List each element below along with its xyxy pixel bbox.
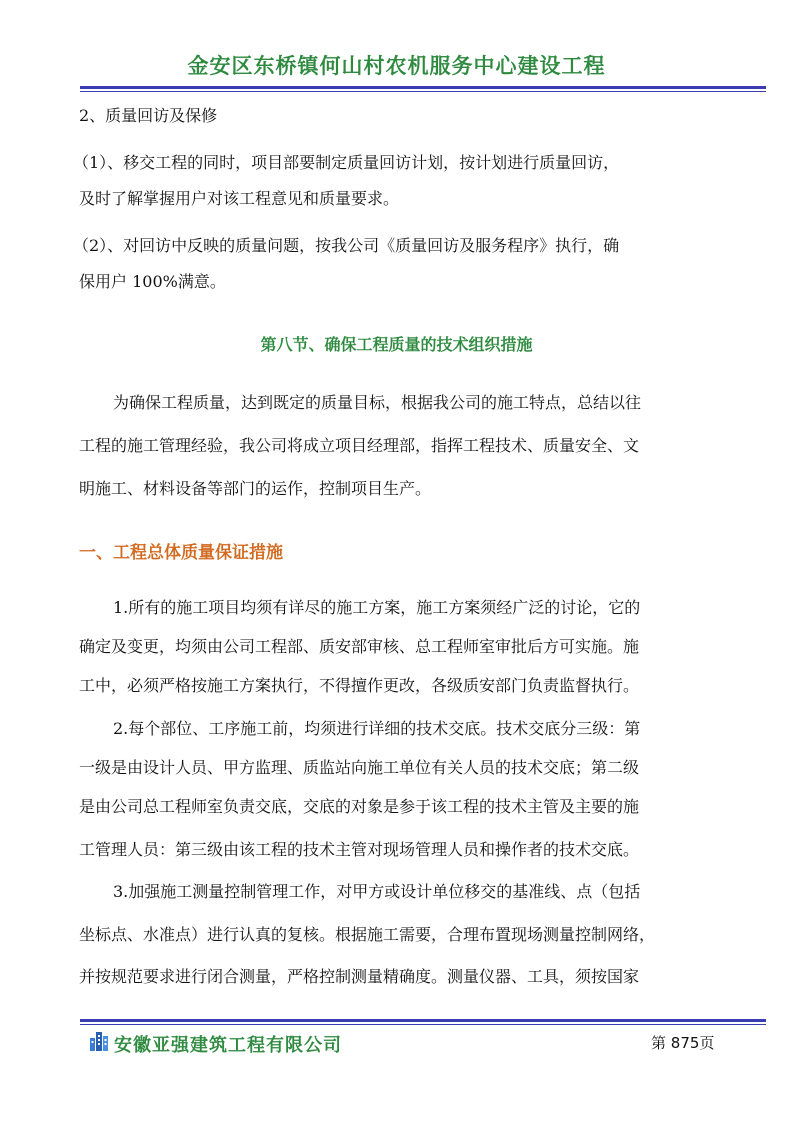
page-prefix: 第 (651, 1034, 667, 1052)
section-one-p1-line1: 1.所有的施工项目均须有详尽的施工方案，施工方案须经广泛的讨论，它的 (113, 598, 641, 617)
section-one-p1-line3: 工中，必须严格按施工方案执行，不得擅作更改，各级质安部门负责监督执行。 (79, 676, 640, 695)
footer-page-number (651, 1032, 714, 1053)
footer-rule-thin (80, 1024, 766, 1025)
section-one-p2-line1: 2.每个部位、工序施工前，均须进行详细的技术交底。技术交底分三级：第 (113, 719, 641, 738)
section-one-p1-line2: 确定及变更，均须由公司工程部、质安部审核、总工程师室审批后方可实施。施 (79, 637, 640, 656)
quality-visit-heading: 2、质量回访及保修 (79, 106, 218, 125)
section-eight-intro-line3: 明施工、材料设备等部门的运作，控制项目生产。 (79, 479, 432, 498)
section-one-p3-line2: 坐标点、水准点）进行认真的复核。根据施工需要，合理布置现场测量控制网络， (79, 925, 656, 944)
quality-visit-item2-line2: 保用户 100%满意。 (79, 272, 226, 291)
footer-company-name: 安徽亚强建筑工程有限公司 (114, 1035, 342, 1056)
section-one-p2-line3: 是由公司总工程师室负责交底，交底的对象是参于该工程的技术主管及主要的施 (79, 797, 640, 816)
quality-visit-item2-line1: （2）、对回访中反映的质量问题，按我公司《质量回访及服务程序》执行，确 (73, 236, 620, 255)
section-eight-intro-line1: 为确保工程质量，达到既定的质量目标，根据我公司的施工特点，总结以往 (113, 393, 642, 412)
section-eight-title: 第八节、确保工程质量的技术组织措施 (260, 335, 533, 354)
section-one-heading: 一、工程总体质量保证措施 (79, 543, 283, 563)
quality-visit-item1-line1: （1）、移交工程的同时，项目部要制定质量回访计划，按计划进行质量回访， (73, 153, 620, 172)
section-one-p3-line3: 并按规范要求进行闭合测量，严格控制测量精确度。测量仪器、工具，须按国家 (79, 967, 640, 986)
page-number-value: 875 (670, 1034, 700, 1052)
page-suffix: 页 (699, 1034, 715, 1052)
quality-visit-item1-line2: 及时了解掌握用户对该工程意见和质量要求。 (79, 189, 400, 208)
page-header-title: 金安区东桥镇何山村农机服务中心建设工程 (187, 53, 606, 78)
header-rule-thin (80, 91, 766, 92)
section-eight-intro-line2: 工程的施工管理经验，我公司将成立项目经理部，指挥工程技术、质量安全、文 (79, 436, 640, 455)
header-rule-thick (80, 86, 766, 89)
footer-rule-thick (80, 1019, 766, 1022)
section-one-p3-line1: 3.加强施工测量控制管理工作，对甲方或设计单位移交的基准线、点（包括 (113, 882, 641, 901)
section-one-p2-line4: 工管理人员：第三级由该工程的技术主管对现场管理人员和操作者的技术交底。 (79, 840, 640, 859)
section-one-p2-line2: 一级是由设计人员、甲方监理、质监站向施工单位有关人员的技术交底；第二级 (79, 758, 640, 777)
building-logo-icon (89, 1030, 111, 1052)
